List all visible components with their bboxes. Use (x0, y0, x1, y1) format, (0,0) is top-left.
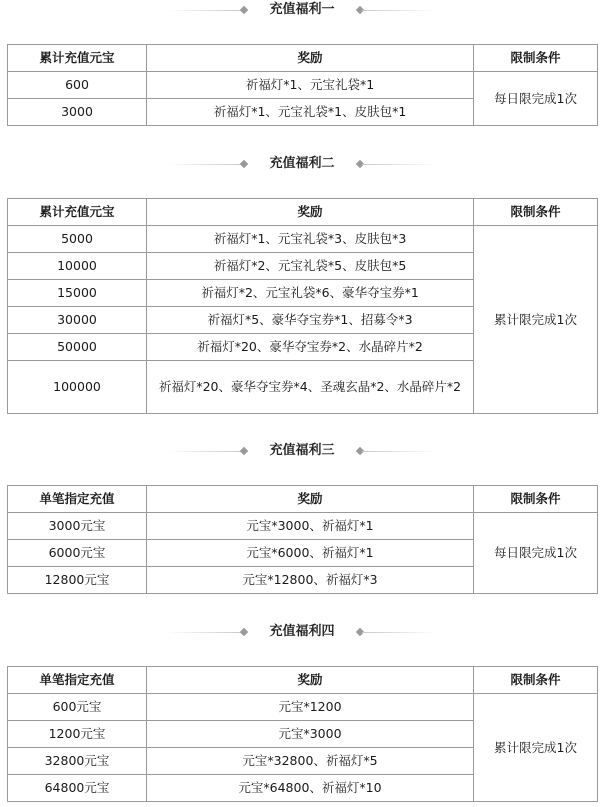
table-header-row (8, 45, 598, 72)
reward-cell: 元宝*64800、祈福灯*10 (147, 775, 474, 802)
header-amount: 累计充值元宝 (8, 199, 147, 226)
reward-cell: 元宝*12800、祈福灯*3 (147, 567, 474, 594)
reward-cell: 祈福灯*2、元宝礼袋*6、豪华夺宝券*1 (147, 280, 474, 307)
reward-cell: 祈福灯*20、豪华夺宝券*4、圣魂玄晶*2、水晶碎片*2 (147, 361, 474, 414)
amount-cell: 50000 (8, 334, 147, 361)
amount-cell: 12800元宝 (8, 567, 147, 594)
amount-cell: 3000 (8, 99, 147, 126)
header-reward: 奖励 (147, 486, 474, 513)
section-heading: 充值福利一 (269, 2, 335, 17)
reward-table-3 (7, 485, 598, 594)
section-title-2 (0, 154, 605, 176)
condition-cell: 每日限完成1次 (474, 72, 598, 126)
amount-cell: 15000 (8, 280, 147, 307)
table-header-row (8, 199, 598, 226)
amount-cell: 600元宝 (8, 694, 147, 721)
section-title-3 (0, 441, 605, 463)
reward-cell: 元宝*6000、祈福灯*1 (147, 540, 474, 567)
reward-cell: 元宝*3000 (147, 721, 474, 748)
amount-cell: 30000 (8, 307, 147, 334)
reward-cell: 元宝*32800、祈福灯*5 (147, 748, 474, 775)
section-heading: 充值福利三 (269, 443, 335, 458)
header-condition: 限制条件 (474, 45, 598, 72)
diamond-icon (240, 160, 248, 168)
header-amount: 累计充值元宝 (8, 45, 147, 72)
reward-cell: 祈福灯*2、元宝礼袋*5、皮肤包*5 (147, 253, 474, 280)
header-condition: 限制条件 (474, 199, 598, 226)
title-divider-left (168, 632, 242, 633)
title-divider-right (362, 10, 436, 11)
reward-table-4 (7, 666, 598, 802)
title-divider-right (362, 451, 436, 452)
header-amount: 单笔指定充值 (8, 486, 147, 513)
amount-cell: 1200元宝 (8, 721, 147, 748)
table-row (8, 694, 598, 721)
reward-cell: 祈福灯*1、元宝礼袋*1 (147, 72, 474, 99)
section-title-1 (0, 0, 605, 22)
title-divider-right (362, 632, 436, 633)
table-row (8, 513, 598, 540)
table-row (8, 72, 598, 99)
diamond-icon (240, 447, 248, 455)
table-header-row (8, 486, 598, 513)
reward-cell: 元宝*1200 (147, 694, 474, 721)
section-heading: 充值福利二 (269, 156, 335, 171)
condition-cell: 每日限完成1次 (474, 513, 598, 594)
table-header-row (8, 667, 598, 694)
condition-cell: 累计限完成1次 (474, 694, 598, 802)
header-condition: 限制条件 (474, 667, 598, 694)
amount-cell: 32800元宝 (8, 748, 147, 775)
header-reward: 奖励 (147, 199, 474, 226)
section-title-4 (0, 622, 605, 644)
title-divider-left (168, 451, 242, 452)
title-divider-left (168, 164, 242, 165)
reward-cell: 祈福灯*1、元宝礼袋*3、皮肤包*3 (147, 226, 474, 253)
condition-cell: 累计限完成1次 (474, 226, 598, 414)
diamond-icon (240, 628, 248, 636)
header-amount: 单笔指定充值 (8, 667, 147, 694)
amount-cell: 6000元宝 (8, 540, 147, 567)
reward-cell: 祈福灯*5、豪华夺宝券*1、招募令*3 (147, 307, 474, 334)
reward-cell: 元宝*3000、祈福灯*1 (147, 513, 474, 540)
reward-table-1 (7, 44, 598, 126)
header-condition: 限制条件 (474, 486, 598, 513)
diamond-icon (240, 6, 248, 14)
amount-cell: 10000 (8, 253, 147, 280)
reward-cell: 祈福灯*20、豪华夺宝券*2、水晶碎片*2 (147, 334, 474, 361)
amount-cell: 5000 (8, 226, 147, 253)
title-divider-left (168, 10, 242, 11)
header-reward: 奖励 (147, 667, 474, 694)
title-divider-right (362, 164, 436, 165)
section-heading: 充值福利四 (269, 624, 335, 639)
amount-cell: 600 (8, 72, 147, 99)
header-reward: 奖励 (147, 45, 474, 72)
table-row (8, 226, 598, 253)
amount-cell: 100000 (8, 361, 147, 414)
reward-table-2 (7, 198, 598, 414)
amount-cell: 3000元宝 (8, 513, 147, 540)
reward-cell: 祈福灯*1、元宝礼袋*1、皮肤包*1 (147, 99, 474, 126)
amount-cell: 64800元宝 (8, 775, 147, 802)
